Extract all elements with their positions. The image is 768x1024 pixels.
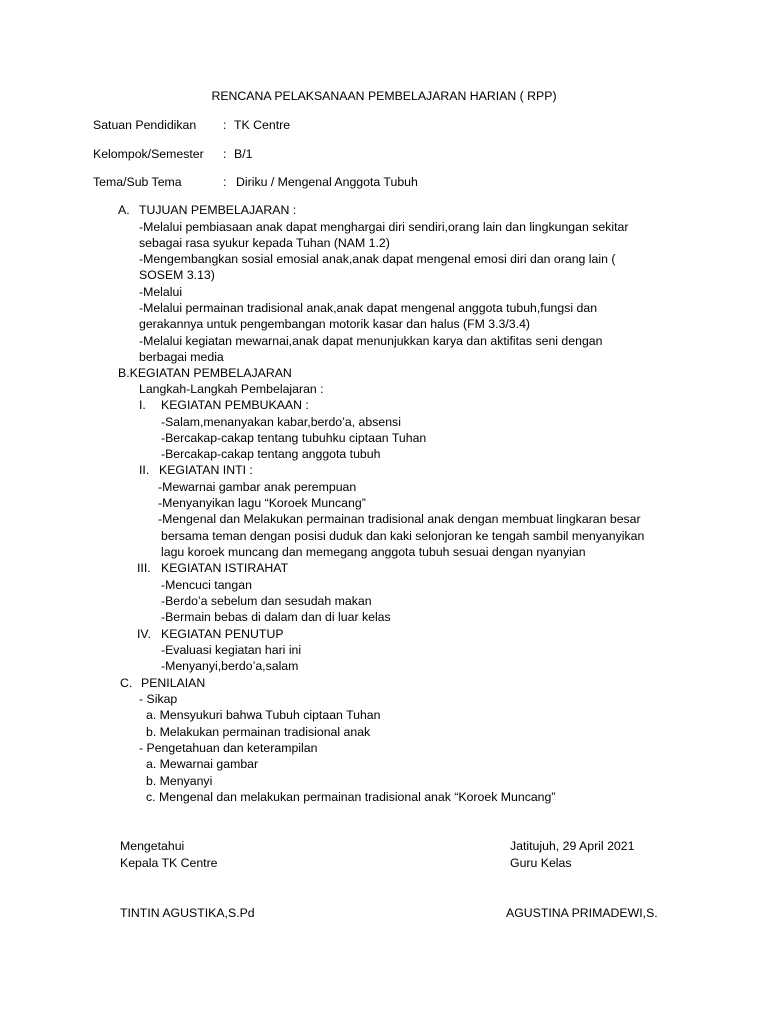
assessment-item: b. Melakukan permainan tradisional anak [146, 725, 371, 739]
list-item: lagu koroek muncang dan memegang anggota tubuh sesuai dengan nyanyian [161, 545, 586, 559]
section-a-heading: TUJUAN PEMBELAJARAN : [139, 203, 297, 217]
field-value-satuan: TK Centre [234, 118, 291, 132]
list-item: -Bermain bebas di dalam dan di luar kelas [161, 610, 391, 624]
list-item: -Mewarnai gambar anak perempuan [158, 480, 357, 494]
list-item: -Menyanyi,berdo’a,salam [161, 659, 299, 673]
field-colon: : [223, 118, 227, 132]
section-b-intro: Langkah-Langkah Pembelajaran : [139, 382, 324, 396]
subsection-marker: IV. [137, 627, 151, 641]
section-a-line: SOSEM 3.13) [139, 268, 215, 282]
section-a-line: sebagai rasa syukur kepada Tuhan (NAM 1.2) [139, 236, 390, 250]
signature-left-name: TINTIN AGUSTIKA,S.Pd [120, 906, 255, 920]
list-item: -Mengenal dan Melakukan permainan tradisional anak dengan membuat lingkaran besar [158, 512, 641, 526]
section-a-line: -Melalui kegiatan mewarnai,anak dapat menunjukkan karya dan aktifitas seni dengan [139, 334, 603, 348]
section-c-marker: C. [120, 676, 133, 690]
field-value-tema: Diriku / Mengenal Anggota Tubuh [236, 175, 418, 189]
assessment-item: a. Mensyukuri bahwa Tubuh ciptaan Tuhan [146, 708, 381, 722]
assessment-group-label: - Sikap [139, 692, 178, 706]
subsection-heading: KEGIATAN ISTIRAHAT [161, 561, 289, 575]
signature-left-line1: Mengetahui [120, 839, 185, 853]
signature-right-line2: Guru Kelas [510, 856, 572, 870]
section-a-line: berbagai media [139, 350, 224, 364]
field-label-tema: Tema/Sub Tema [93, 175, 182, 189]
list-item: -Berdo’a sebelum dan sesudah makan [161, 594, 372, 608]
list-item: -Salam,menanyakan kabar,berdo’a, absensi [161, 415, 401, 429]
subsection-heading: KEGIATAN PEMBUKAAN : [161, 398, 309, 412]
section-a-line: gerakannya untuk pengembangan motorik kasar dan halus (FM 3.3/3.4) [139, 317, 530, 331]
section-c-heading: PENILAIAN [141, 676, 206, 690]
assessment-item: b. Menyanyi [146, 774, 213, 788]
document-title: RENCANA PELAKSANAAN PEMBELAJARAN HARIAN ( RPP) [211, 89, 557, 103]
assessment-group-label: - Pengetahuan dan keterampilan [139, 741, 318, 755]
field-label-satuan: Satuan Pendidikan [93, 118, 197, 132]
field-colon: : [223, 175, 227, 189]
section-a-line: -Melalui [139, 285, 183, 299]
subsection-heading: KEGIATAN PENUTUP [161, 627, 284, 641]
signature-right-name: AGUSTINA PRIMADEWI,S. [506, 906, 658, 920]
field-colon: : [223, 147, 227, 161]
signature-right-line1: Jatitujuh, 29 April 2021 [510, 839, 635, 853]
list-item: -Bercakap-cakap tentang anggota tubuh [161, 447, 381, 461]
signature-left-line2: Kepala TK Centre [120, 856, 218, 870]
list-item: -Evaluasi kegiatan hari ini [161, 643, 302, 657]
subsection-marker: I. [139, 398, 146, 412]
section-a-line: -Melalui permainan tradisional anak,anak dapat mengenal anggota tubuh,fungsi dan [139, 301, 598, 315]
section-a-marker: A. [118, 203, 130, 217]
subsection-marker: II. [139, 463, 150, 477]
subsection-marker: III. [137, 561, 151, 575]
field-value-kelompok: B/1 [234, 147, 253, 161]
assessment-item: c. Mengenal dan melakukan permainan tradisional anak “Koroek Muncang” [146, 790, 556, 804]
assessment-item: a. Mewarnai gambar [146, 757, 259, 771]
list-item: -Menyanyikan lagu “Koroek Muncang” [158, 496, 366, 510]
list-item: bersama teman dengan posisi duduk dan kaki selonjoran ke tengah sambil menyanyikan [161, 529, 645, 543]
section-a-line: -Mengembangkan sosial emosial anak,anak dapat mengenal emosi diri dan orang lain ( [139, 252, 616, 266]
section-a-line: -Melalui pembiasaan anak dapat menghargai diri sendiri,orang lain dan lingkungan sekitar [139, 220, 629, 234]
list-item: -Bercakap-cakap tentang tubuhku ciptaan Tuhan [161, 431, 427, 445]
list-item: -Mencuci tangan [161, 578, 252, 592]
subsection-heading: KEGIATAN INTI : [159, 463, 253, 477]
field-label-kelompok: Kelompok/Semester [93, 147, 204, 161]
section-b-heading: B.KEGIATAN PEMBELAJARAN [118, 366, 292, 380]
